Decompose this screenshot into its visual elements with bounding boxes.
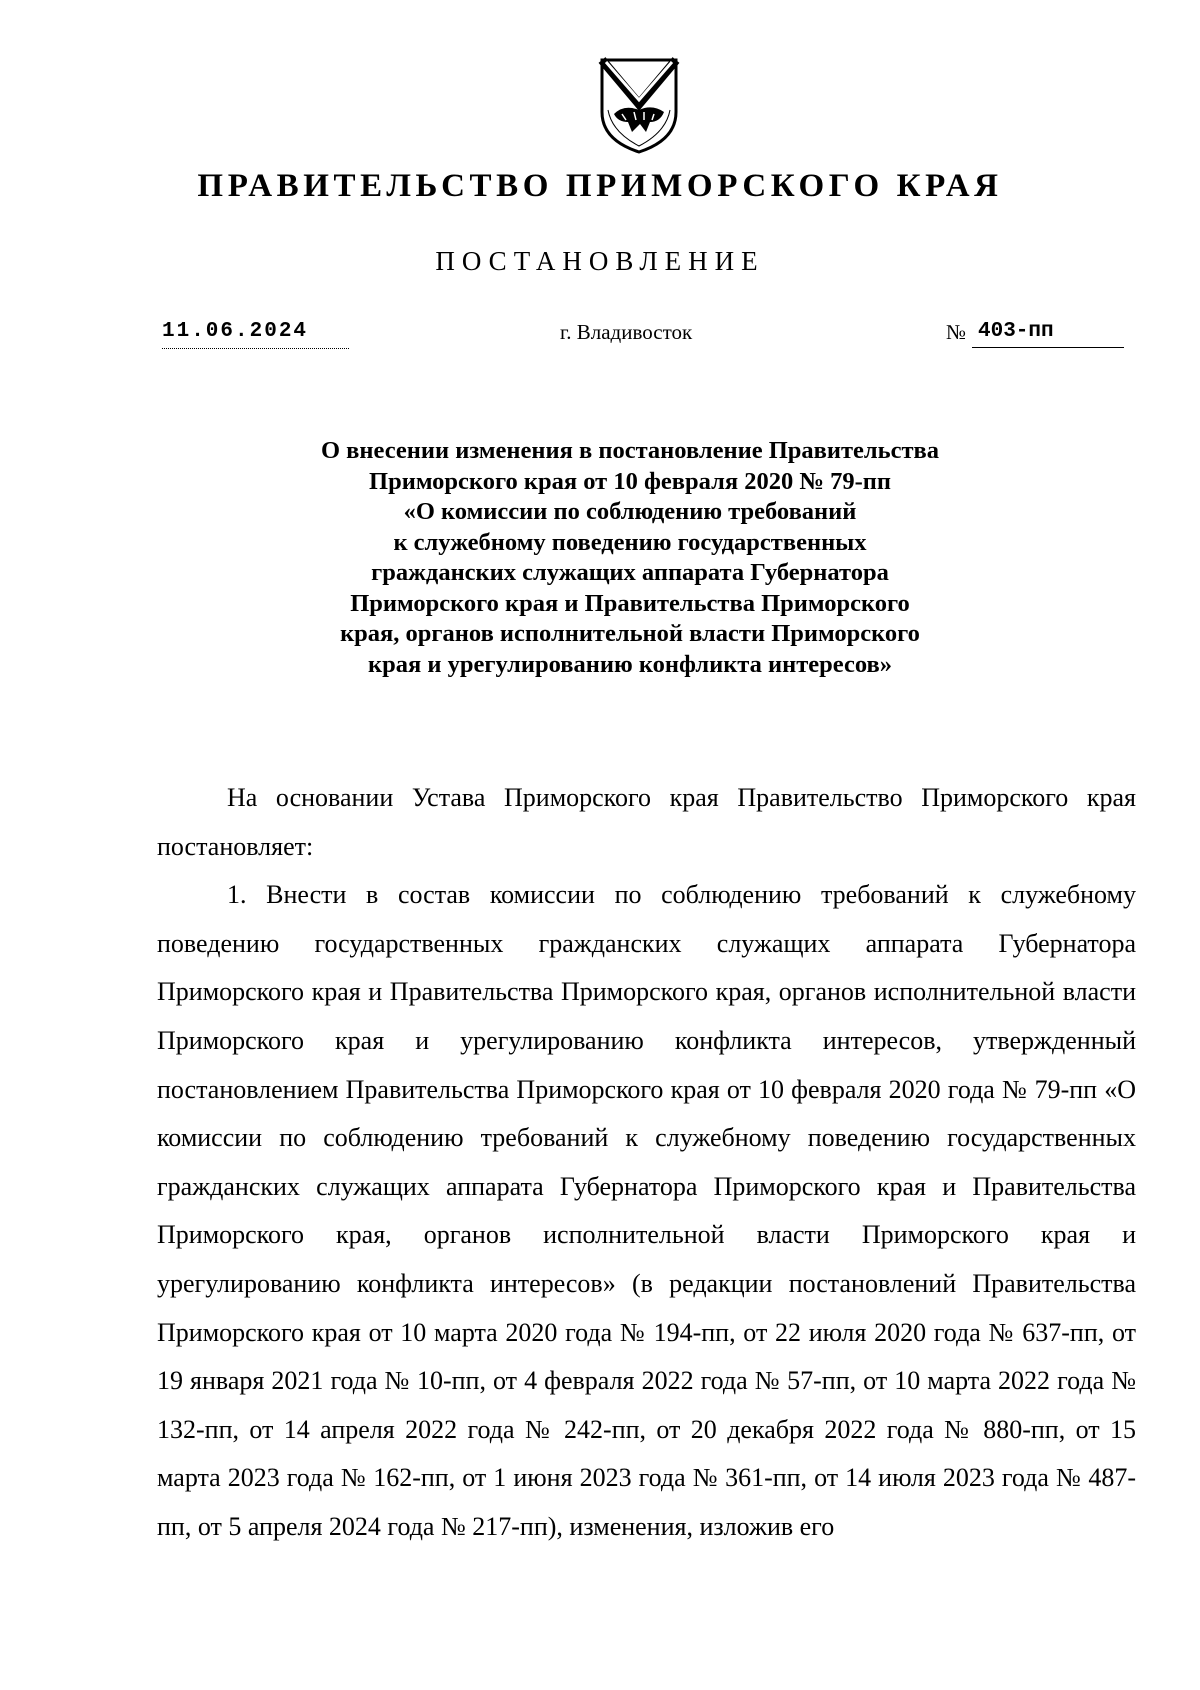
decree-date: 11.06.2024 xyxy=(162,320,349,349)
title-line: Приморского края от 10 февраля 2020 № 79-пп xyxy=(369,467,891,495)
title-line: края и урегулированию конфликта интересов» xyxy=(368,650,892,678)
number-sign: № xyxy=(946,320,967,344)
decree-number: 403-пп xyxy=(972,320,1124,348)
clause-1-paragraph: 1. Внести в состав комиссии по соблюдению требований к служебному поведению государственных гражданских служащих аппарата Губернатора Приморского края и Правительства Приморского края, органов исполнительной власти Приморского края и урегулированию конфликта интересов, утвержденный постановлением Правительства Приморского края от 10 февраля 2020 года № 79-пп «О комиссии по соблюдению требований к служебному поведению государственных гражданских служащих аппарата Губернатора Приморского края и Правительства Приморского края, органов исполнительной власти Приморского края и урегулированию конфликта интересов» (в редакции постановлений Правительства Приморского края от 10 марта 2020 года № 194-пп, от 22 июля 2020 года № 637-пп, от 19 января 2021 года № 10-пп, от 4 февраля 2022 года № 57-пп, от 10 марта 2022 года № 132-пп, от 14 апреля 2022 года № 242-пп, от 20 декабря 2022 года № 880-пп, от 15 марта 2023 года № 162-пп, от 1 июня 2023 года № 361-пп, от 14 июля 2023 года № 487-пп, от 5 апреля 2024 года № 217-пп), изменения, изложив его xyxy=(157,880,1136,1541)
title-line: «О комиссии по соблюдению требований xyxy=(403,498,857,525)
decree-city: г. Владивосток xyxy=(560,320,693,344)
government-heading: ПРАВИТЕЛЬСТВО ПРИМОРСКОГО КРАЯ xyxy=(197,168,1003,204)
title-line: к служебному поведению государственных xyxy=(393,528,867,556)
title-line: края, органов исполнительной власти Приморского xyxy=(340,620,920,647)
decree-body xyxy=(157,774,1136,1552)
title-line: О внесении изменения в постановление Правительства xyxy=(321,437,939,464)
title-line: Приморского края и Правительства Приморского xyxy=(350,589,910,617)
preamble-paragraph: На основании Устава Приморского края Правительство Приморского края постановляет: xyxy=(157,783,1136,861)
title-line: гражданских служащих аппарата Губернатора xyxy=(371,559,889,586)
decree-title xyxy=(200,436,1060,680)
document-type: ПОСТАНОВЛЕНИЕ xyxy=(435,246,765,276)
coat-of-arms-icon xyxy=(594,52,684,157)
